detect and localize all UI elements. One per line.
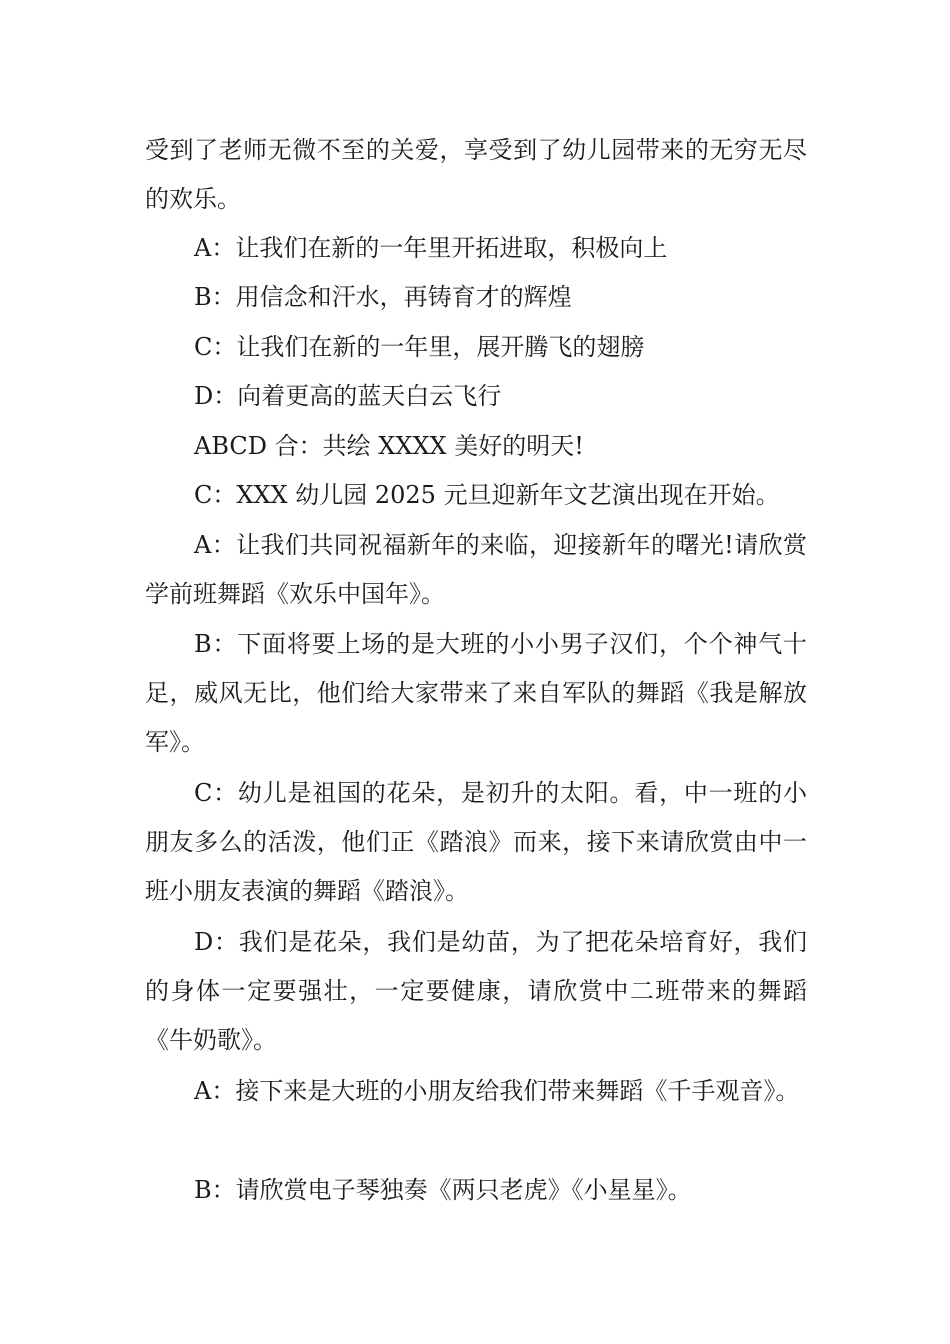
paragraph-line-abcd: ABCD 合：共绘 XXXX 美好的明天! <box>194 432 584 460</box>
paragraph-host-b-1: B：下面将要上场的是大班的小小男子汉们，个个神气十足，威风无比，他们给大家带来了来自军队的舞蹈《我是解放军》。 <box>145 630 807 756</box>
paragraph-line-d: D：向着更高的蓝天白云飞行 <box>194 382 502 410</box>
paragraph-opening-announcement: C：XXX 幼儿园 2025 元旦迎新年文艺演出现在开始。 <box>194 481 780 509</box>
paragraph-host-a-2: A：接下来是大班的小朋友给我们带来舞蹈《千手观音》。 <box>194 1077 800 1105</box>
paragraph-host-d-1: D：我们是花朵，我们是幼苗，为了把花朵培育好，我们的身体一定要强壮，一定要健康，请欣赏中二班带来的舞蹈《牛奶歌》。 <box>145 928 807 1054</box>
paragraph-line-b: B：用信念和汗水，再铸育才的辉煌 <box>194 283 572 311</box>
paragraph-continuation: 受到了老师无微不至的关爱，享受到了幼儿园带来的无穷无尽的欢乐。 <box>145 136 807 213</box>
paragraph-host-a-1: A：让我们共同祝福新年的来临，迎接新年的曙光!请欣赏学前班舞蹈《欢乐中国年》。 <box>145 531 807 608</box>
paragraph-host-c-1: C：幼儿是祖国的花朵，是初升的太阳。看，中一班的小朋友多么的活泼，他们正《踏浪》而来，接下来请欣赏由中一班小朋友表演的舞蹈《踏浪》。 <box>145 779 807 905</box>
paragraph-line-c: C：让我们在新的一年里，展开腾飞的翅膀 <box>194 333 645 361</box>
paragraph-host-b-2: B：请欣赏电子琴独奏《两只老虎》《小星星》。 <box>194 1176 692 1204</box>
paragraph-line-a: A：让我们在新的一年里开拓进取，积极向上 <box>194 234 668 262</box>
